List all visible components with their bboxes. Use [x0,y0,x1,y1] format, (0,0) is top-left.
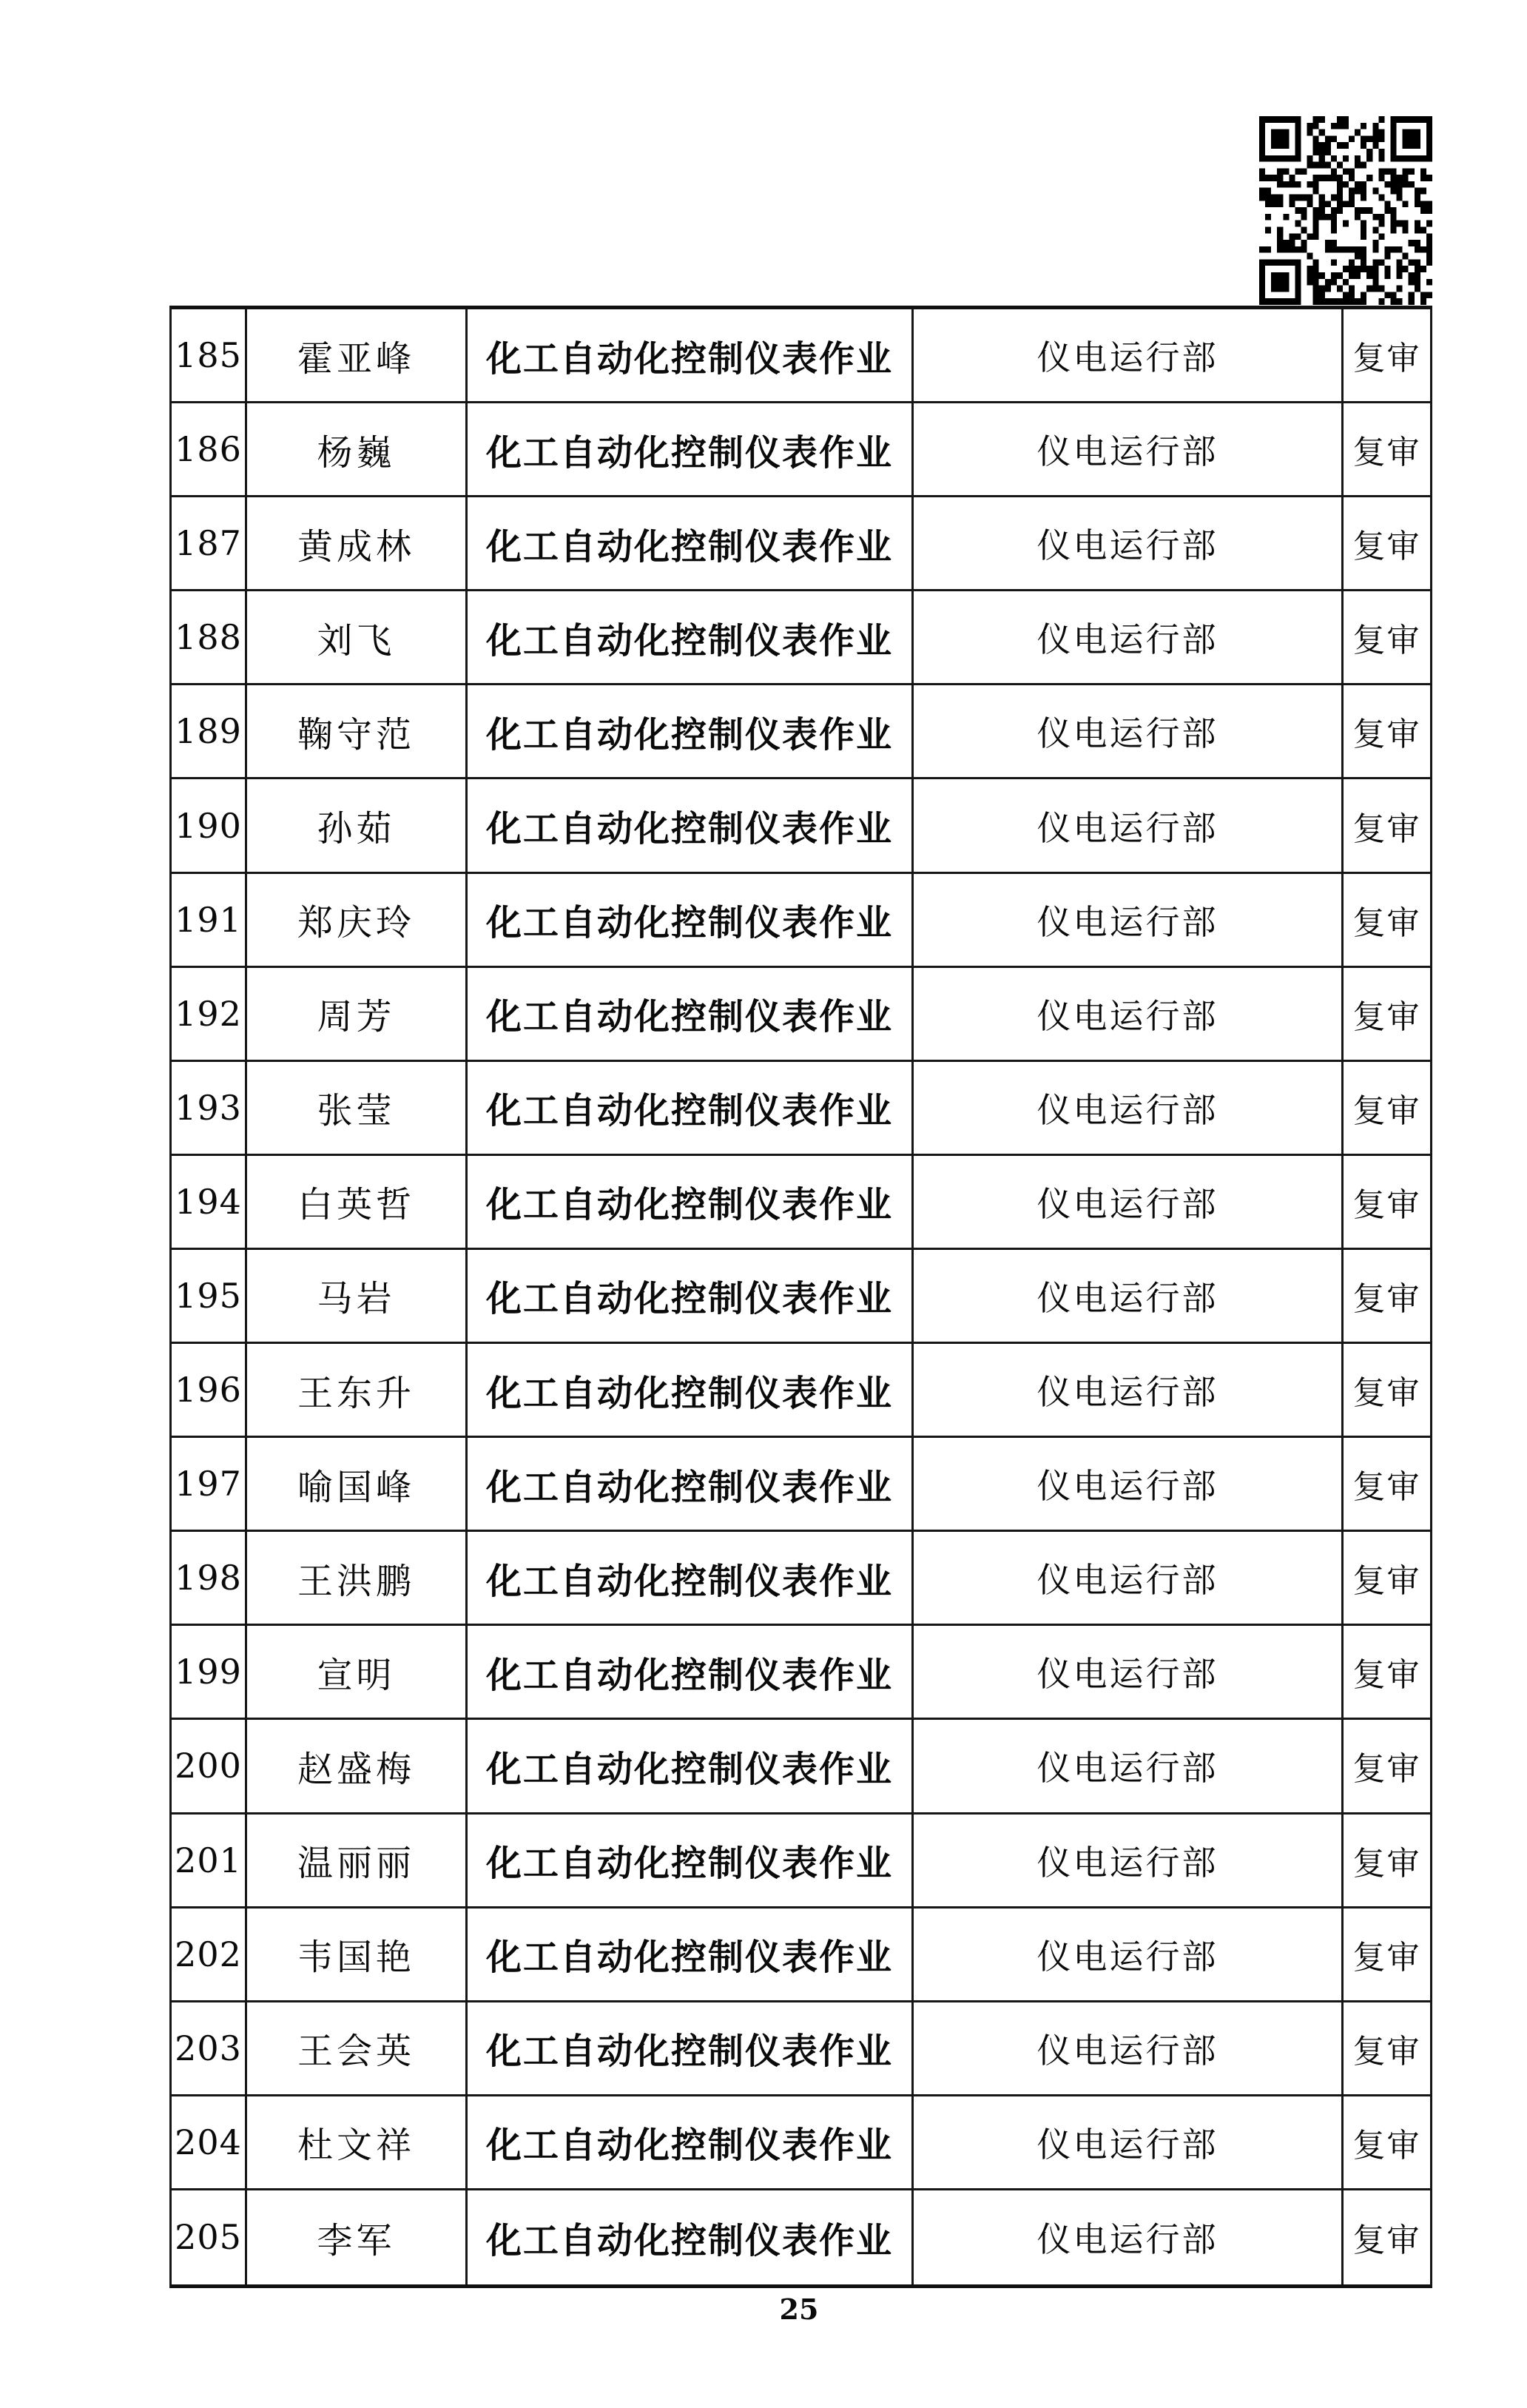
cell-job: 化工自动化控制仪表作业 [468,2096,914,2188]
cell-name: 王东升 [247,1344,468,1436]
table-row [172,1815,1430,1908]
cell-review: 复审 [1352,1562,1421,1601]
cell-review: 复审 [1352,528,1421,566]
cell-department: 仪电运行部 [914,1908,1344,2000]
cell-job: 化工自动化控制仪表作业 [468,1815,914,1906]
cell-job: 化工自动化控制仪表作业 [468,1156,914,1248]
table-row [172,1344,1430,1438]
table-row [172,497,1430,591]
cell-index: 203 [172,2002,247,2094]
cell-index: 201 [172,1815,247,1906]
cell-job: 化工自动化控制仪表作业 [468,1438,914,1530]
cell-job: 化工自动化控制仪表作业 [468,685,914,777]
cell-name: 宣明 [247,1626,468,1718]
cell-index: 198 [172,1532,247,1624]
cell-department: 仪电运行部 [914,1438,1344,1530]
cell-department: 仪电运行部 [914,2190,1344,2284]
cell-department: 仪电运行部 [914,1626,1344,1718]
cell-index: 187 [172,497,247,589]
cell-review: 复审 [1352,716,1421,754]
cell-review: 复审 [1352,1374,1421,1413]
cell-index: 195 [172,1250,247,1342]
cell-department: 仪电运行部 [914,591,1344,683]
cell-review: 复审 [1352,622,1421,660]
table-row [172,1156,1430,1250]
table-row [172,591,1430,685]
cell-name: 白英哲 [247,1156,468,1248]
cell-department: 仪电运行部 [914,1344,1344,1436]
table-row [172,779,1430,873]
cell-name: 孙茹 [247,779,468,871]
cell-review: 复审 [1352,1656,1421,1695]
cell-department: 仪电运行部 [914,497,1344,589]
cell-index: 193 [172,1062,247,1154]
cell-department: 仪电运行部 [914,1532,1344,1624]
cell-index: 188 [172,591,247,683]
table-row [172,1720,1430,1814]
cell-department: 仪电运行部 [914,2002,1344,2094]
cell-job: 化工自动化控制仪表作业 [468,1344,914,1436]
cell-review: 复审 [1352,1279,1421,1318]
cell-name: 郑庆玲 [247,874,468,966]
cell-index: 194 [172,1156,247,1248]
cell-name: 周芳 [247,968,468,1060]
table-row [172,1908,1430,2002]
cell-review: 复审 [1352,1938,1421,1977]
cell-job: 化工自动化控制仪表作业 [468,2002,914,2094]
cell-job: 化工自动化控制仪表作业 [468,2190,914,2284]
cell-name: 杨巍 [247,403,468,495]
roster-table [169,306,1432,2288]
cell-index: 185 [172,309,247,401]
table-row [172,2002,1430,2096]
cell-review: 复审 [1352,340,1421,378]
cell-job: 化工自动化控制仪表作业 [468,779,914,871]
table-row [172,1062,1430,1156]
table-row [172,1626,1430,1720]
cell-job: 化工自动化控制仪表作业 [468,591,914,683]
cell-index: 205 [172,2190,247,2284]
cell-index: 190 [172,779,247,871]
table-row [172,1250,1430,1344]
cell-job: 化工自动化控制仪表作业 [468,1532,914,1624]
cell-job: 化工自动化控制仪表作业 [468,497,914,589]
cell-name: 黄成林 [247,497,468,589]
cell-job: 化工自动化控制仪表作业 [468,1720,914,1812]
cell-review: 复审 [1352,2222,1421,2260]
table-row [172,403,1430,497]
cell-index: 189 [172,685,247,777]
cell-review: 复审 [1352,904,1421,942]
cell-index: 197 [172,1438,247,1530]
cell-job: 化工自动化控制仪表作业 [468,874,914,966]
cell-department: 仪电运行部 [914,685,1344,777]
cell-review: 复审 [1352,1185,1421,1224]
table-row [172,685,1430,779]
cell-name: 温丽丽 [247,1815,468,1906]
cell-department: 仪电运行部 [914,403,1344,495]
cell-department: 仪电运行部 [914,968,1344,1060]
cell-job: 化工自动化控制仪表作业 [468,1250,914,1342]
cell-review: 复审 [1352,2126,1421,2165]
cell-index: 191 [172,874,247,966]
cell-department: 仪电运行部 [914,1815,1344,1906]
cell-index: 196 [172,1344,247,1436]
cell-department: 仪电运行部 [914,779,1344,871]
cell-name: 韦国艳 [247,1908,468,2000]
cell-department: 仪电运行部 [914,2096,1344,2188]
table-row [172,968,1430,1062]
cell-name: 王洪鹏 [247,1532,468,1624]
cell-name: 喻国峰 [247,1438,468,1530]
cell-name: 马岩 [247,1250,468,1342]
table-row [172,2096,1430,2190]
cell-index: 199 [172,1626,247,1718]
cell-name: 李军 [247,2190,468,2284]
cell-index: 200 [172,1720,247,1812]
cell-job: 化工自动化控制仪表作业 [468,309,914,401]
cell-review: 复审 [1352,1092,1421,1130]
cell-name: 赵盛梅 [247,1720,468,1812]
table-row [172,1532,1430,1626]
cell-department: 仪电运行部 [914,1250,1344,1342]
cell-job: 化工自动化控制仪表作业 [468,1062,914,1154]
cell-job: 化工自动化控制仪表作业 [468,1626,914,1718]
cell-index: 202 [172,1908,247,2000]
cell-review: 复审 [1352,1750,1421,1789]
table-row [172,2190,1430,2284]
cell-review: 复审 [1352,998,1421,1036]
cell-job: 化工自动化控制仪表作业 [468,403,914,495]
cell-job: 化工自动化控制仪表作业 [468,968,914,1060]
cell-review: 复审 [1352,810,1421,848]
cell-name: 杜文祥 [247,2096,468,2188]
cell-department: 仪电运行部 [914,1720,1344,1812]
cell-index: 186 [172,403,247,495]
cell-name: 王会英 [247,2002,468,2094]
cell-name: 鞠守范 [247,685,468,777]
cell-name: 霍亚峰 [247,309,468,401]
cell-review: 复审 [1352,1468,1421,1507]
cell-department: 仪电运行部 [914,1062,1344,1154]
cell-index: 192 [172,968,247,1060]
cell-index: 204 [172,2096,247,2188]
cell-job: 化工自动化控制仪表作业 [468,1908,914,2000]
cell-name: 张莹 [247,1062,468,1154]
qr-code [1259,116,1432,305]
table-row [172,1438,1430,1532]
page-number: 25 [779,2293,819,2326]
cell-department: 仪电运行部 [914,874,1344,966]
cell-review: 复审 [1352,2032,1421,2071]
table-row [172,874,1430,968]
cell-review: 复审 [1352,1844,1421,1883]
table-row [172,309,1430,403]
cell-department: 仪电运行部 [914,309,1344,401]
cell-review: 复审 [1352,434,1421,472]
cell-name: 刘飞 [247,591,468,683]
cell-department: 仪电运行部 [914,1156,1344,1248]
